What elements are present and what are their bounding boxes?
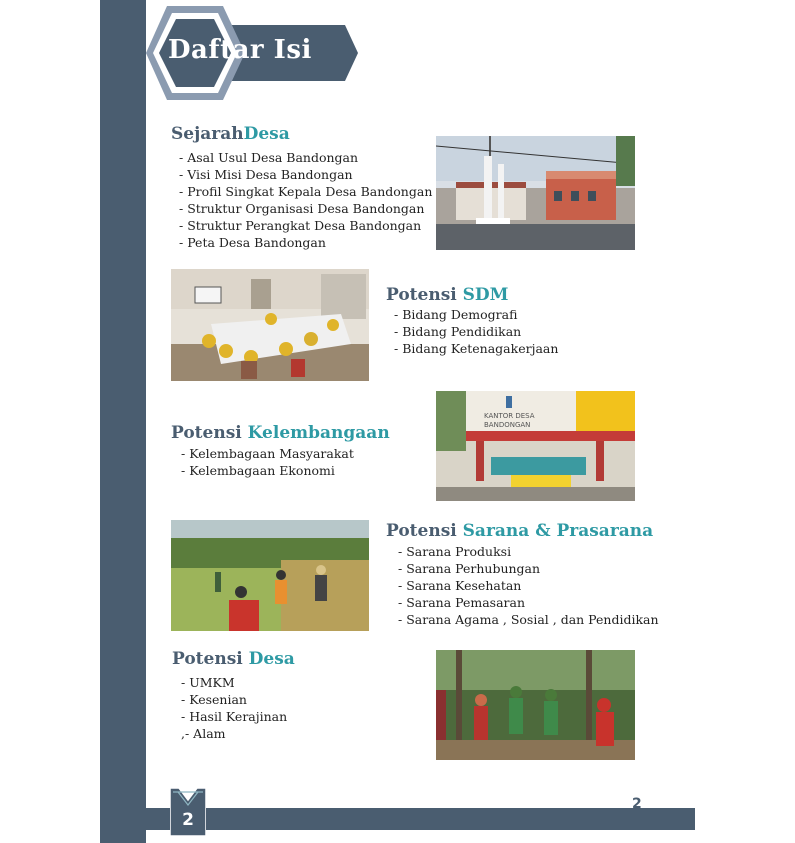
section-title-part-b: Kelembangaan	[247, 423, 390, 443]
section-title-part-a: Potensi	[172, 649, 243, 669]
list-item[interactable]: - Struktur Perangkat Desa Bandongan	[179, 218, 422, 233]
section-title-part-a: Potensi	[386, 285, 457, 305]
list-item[interactable]: - Visi Misi Desa Bandongan	[179, 167, 353, 182]
list-item[interactable]: - Peta Desa Bandongan	[179, 235, 326, 250]
photo-meeting-room	[171, 269, 369, 381]
section-title-part-a: Sejarah	[171, 124, 244, 144]
list-item[interactable]: ,- Alam	[181, 726, 226, 741]
photo-village-office	[436, 391, 635, 501]
office-sign-line-1: KANTOR DESA	[484, 412, 535, 420]
section-list-sejarah	[179, 149, 432, 251]
sidebar-band	[100, 0, 146, 843]
page-number: 2	[182, 810, 194, 830]
photo-traditional-dance	[436, 650, 635, 760]
list-item[interactable]: - Bidang Pendidikan	[394, 324, 522, 339]
section-title-part-b: Desa	[243, 124, 290, 144]
list-item[interactable]: - Struktur Organisasi Desa Bandongan	[179, 201, 425, 216]
list-item[interactable]: - Sarana Produksi	[398, 544, 512, 559]
section-list-kelembagaan	[181, 445, 354, 479]
section-title-part-a: Potensi	[386, 521, 457, 541]
list-item[interactable]: - Asal Usul Desa Bandongan	[179, 150, 359, 165]
section-title-sejarah	[171, 124, 290, 144]
list-item[interactable]: - Sarana Kesehatan	[398, 578, 522, 593]
section-title-part-b: Sarana & Prasarana	[462, 521, 654, 541]
section-list-sarana	[398, 543, 659, 628]
list-item[interactable]: - Sarana Agama , Sosial , dan Pendidikan	[398, 612, 659, 627]
list-item[interactable]: - Kelembagaan Masyarakat	[181, 446, 354, 461]
section-title-kelembagaan	[171, 423, 390, 443]
page-title: Daftar Isi	[168, 35, 312, 65]
footer-bar	[146, 808, 695, 830]
section-list-desa	[181, 674, 287, 742]
office-sign-line-2: BANDONGAN	[484, 421, 531, 429]
list-item[interactable]: - Kelembagaan Ekonomi	[181, 463, 335, 478]
section-title-sarana	[386, 521, 653, 541]
list-item[interactable]: - Kesenian	[181, 692, 247, 707]
photo-village-street	[436, 136, 635, 250]
section-list-sdm	[394, 306, 558, 357]
section-title-part-b: Desa	[248, 649, 295, 669]
section-title-part-b: SDM	[462, 285, 509, 305]
list-item[interactable]: - Bidang Demografi	[394, 307, 518, 322]
list-item[interactable]: - Sarana Pemasaran	[398, 595, 526, 610]
list-item[interactable]: - UMKM	[181, 675, 235, 690]
list-item[interactable]: - Profil Singkat Kepala Desa Bandongan	[179, 184, 433, 199]
photo-field-work	[171, 520, 369, 631]
footer-corner-mark: 2	[632, 796, 642, 812]
section-title-sdm	[386, 285, 509, 305]
section-title-part-a: Potensi	[171, 423, 242, 443]
list-item[interactable]: - Sarana Perhubungan	[398, 561, 541, 576]
list-item[interactable]: - Hasil Kerajinan	[181, 709, 288, 724]
list-item[interactable]: - Bidang Ketenagakerjaan	[394, 341, 559, 356]
section-title-desa	[172, 649, 295, 669]
